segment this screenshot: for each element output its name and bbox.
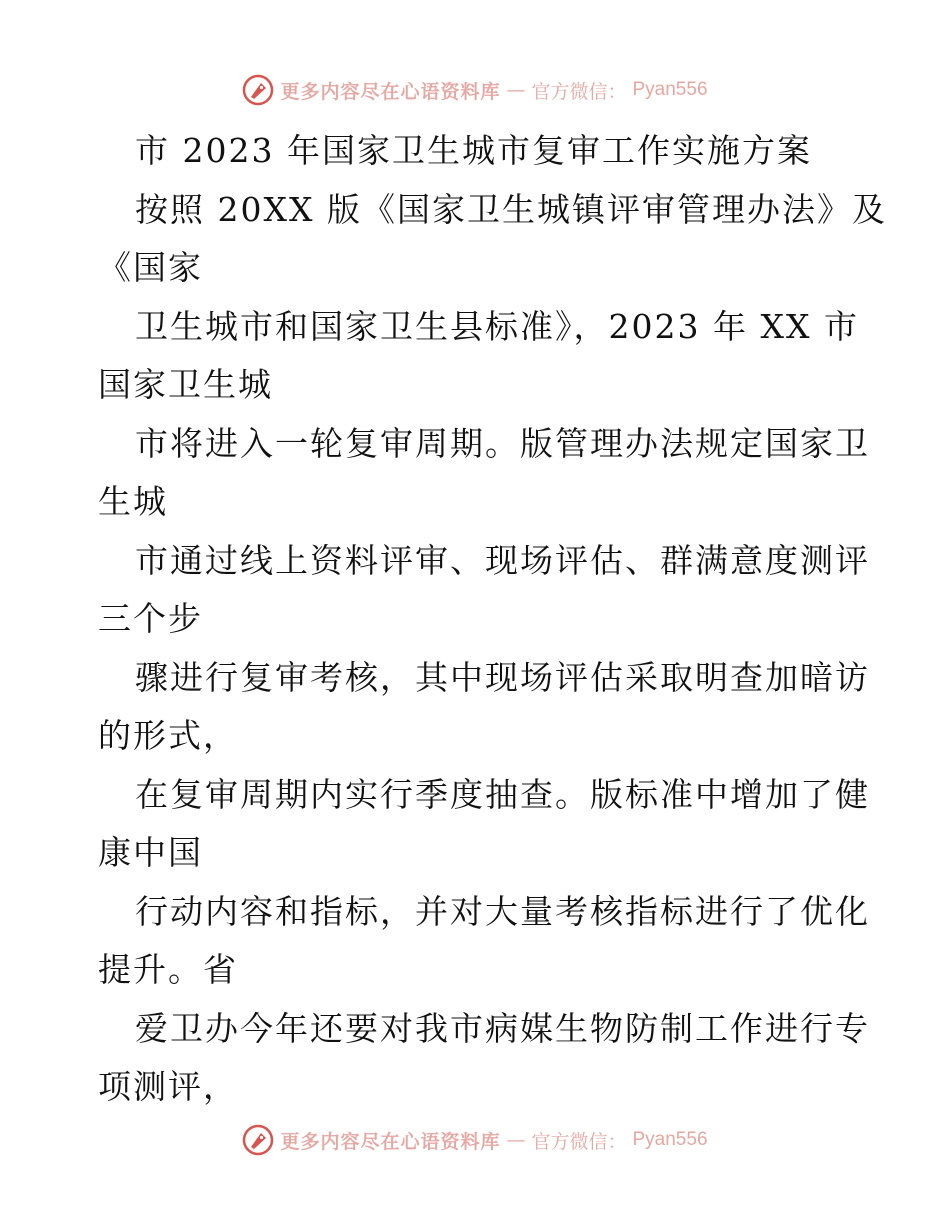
paragraph-line: 项测评， bbox=[98, 1067, 238, 1106]
watermark-wechat-id: Pyan556 bbox=[632, 79, 708, 100]
paragraph-line: 《国家 bbox=[98, 248, 203, 287]
paragraph-line: 市将进入一轮复审周期。版管理办法规定国家卫 bbox=[135, 423, 870, 463]
paragraph-line: 爱卫办今年还要对我市病媒生物防制工作进行专 bbox=[135, 1008, 870, 1048]
watermark-wechat-label: 官方微信： bbox=[531, 1130, 627, 1153]
paragraph-line: 行动内容和指标，并对大量考核指标进行了优化 bbox=[135, 891, 870, 931]
paragraph-line: 国家卫生城 bbox=[98, 365, 273, 404]
paragraph-line: 三个步 bbox=[98, 599, 203, 638]
watermark-separator: — bbox=[506, 1129, 526, 1151]
watermark-separator: — bbox=[506, 79, 526, 101]
paragraph-line: 按照 20XX 版《国家卫生城镇评审管理办法》及 bbox=[135, 189, 887, 229]
paragraph-line: 提升。省 bbox=[98, 950, 238, 989]
watermark-text: 更多内容尽在心语资料库 bbox=[280, 80, 501, 103]
paragraph-line: 在复审周期内实行季度抽查。版标准中增加了健 bbox=[135, 774, 870, 814]
footer-watermark bbox=[0, 1120, 950, 1160]
pen-nib-circle-icon bbox=[242, 1124, 274, 1156]
paragraph-line: 骤进行复审考核，其中现场评估采取明查加暗访 bbox=[135, 657, 870, 697]
watermark-wechat-label: 官方微信： bbox=[531, 80, 627, 103]
document-body bbox=[98, 122, 887, 1117]
pen-nib-circle-icon bbox=[242, 74, 274, 106]
watermark-text: 更多内容尽在心语资料库 bbox=[280, 1130, 501, 1153]
paragraph-line: 的形式， bbox=[98, 716, 238, 755]
paragraph-line: 市通过线上资料评审、现场评估、群满意度测评 bbox=[135, 540, 870, 580]
paragraph-line: 康中国 bbox=[98, 833, 203, 872]
paragraph-line: 卫生城市和国家卫生县标准》，2023 年 XX 市 bbox=[135, 306, 859, 346]
paragraph-line: 生城 bbox=[98, 482, 168, 521]
watermark-wechat-id: Pyan556 bbox=[632, 1129, 708, 1150]
header-watermark bbox=[0, 70, 950, 110]
document-title: 市 2023 年国家卫生城市复审工作实施方案 bbox=[135, 131, 812, 170]
